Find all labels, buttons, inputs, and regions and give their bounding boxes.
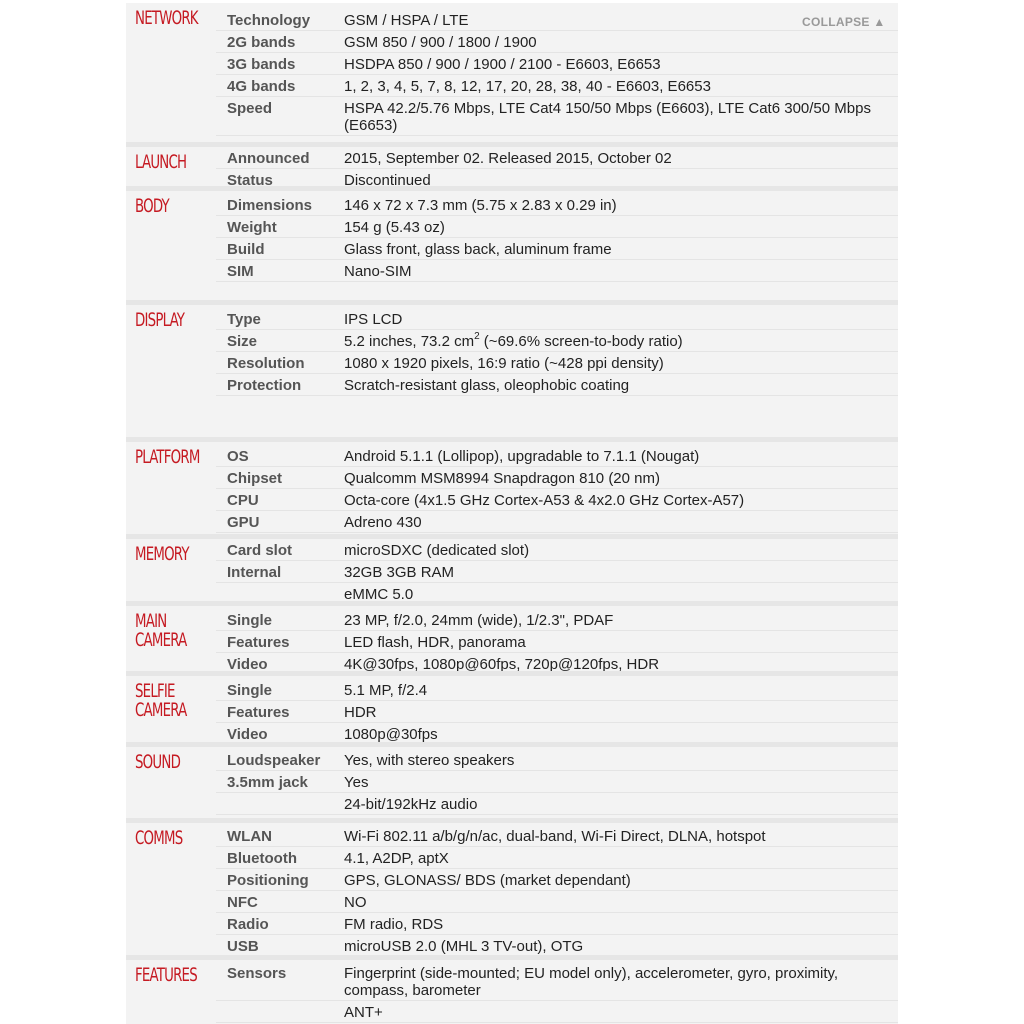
spec-row-sensors-extra [216,1001,898,1023]
spec-value: 2015, September 02. Released 2015, October 02 [344,150,672,167]
spec-value: Fingerprint (side-mounted; EU model only), accelerometer, gyro, proximity, compass, barometer [344,965,839,999]
spec-value: Android 5.1.1 (Lollipop), upgradable to 7.1.1 (Nougat) [344,448,700,465]
spec-row-jack [216,771,898,793]
spec-value: Wi-Fi 802.11 a/b/g/n/ac, dual-band, Wi-Fi Direct, DLNA, hotspot [344,828,766,845]
spec-label: 4G bands [227,78,296,95]
spec-label: GPU [227,514,260,531]
spec-value [344,333,884,350]
spec-row-bluetooth [216,847,898,869]
section-title-line: SELFIE [135,680,175,702]
spec-value: GSM 850 / 900 / 1800 / 1900 [344,34,537,51]
spec-value: 4.1, A2DP, aptX [344,850,449,867]
spec-value: Discontinued [344,172,431,189]
spec-label: CPU [227,492,259,509]
spec-label: Technology [227,12,311,29]
section-title-body: BODY [135,195,169,217]
spec-label: Type [227,311,261,328]
section-title-line: MAIN [135,610,167,632]
section-features [126,955,898,1024]
spec-row-wlan [216,825,898,847]
spec-label: Video [227,656,268,673]
section-comms [126,818,898,955]
section-platform [126,437,898,534]
spec-label: Weight [227,219,277,236]
section-title-sound: SOUND [135,751,181,773]
spec-row-gpu [216,511,898,533]
spec-label: OS [227,448,249,465]
section-sound [126,742,898,818]
spec-value: Adreno 430 [344,514,422,531]
spec-value: Qualcomm MSM8994 Snapdragon 810 (20 nm) [344,470,660,487]
spec-label: SIM [227,263,254,280]
spec-label: Positioning [227,872,309,889]
spec-value: eMMC 5.0 [344,586,414,603]
spec-value: HSDPA 850 / 900 / 1900 / 2100 - E6603, E6653 [344,56,661,73]
spec-label: Announced [227,150,310,167]
spec-row-loudspeaker [216,749,898,771]
spec-value: HSPA 42.2/5.76 Mbps, LTE Cat4 150/50 Mbps (E6603), LTE Cat6 300/50 Mbps (E6653) [344,100,871,134]
spec-row-3g-bands [216,53,898,75]
spec-row-resolution [216,352,898,374]
spec-value: 24-bit/192kHz audio [344,796,478,813]
spec-sheet [126,3,898,1024]
superscript-two: 2 [474,331,480,342]
spec-label: Features [227,704,290,721]
spec-label: Bluetooth [227,850,297,867]
spec-value: Yes [344,774,369,791]
spec-row-technology [216,9,898,31]
spec-label: Single [227,612,273,629]
spec-row-os [216,445,898,467]
section-title-launch: LAUNCH [135,151,187,173]
section-title-selfie-camera [135,682,197,720]
spec-value: ANT+ [344,1004,383,1021]
spec-value: Scratch-resistant glass, oleophobic coating [344,377,630,394]
spec-label: WLAN [227,828,272,845]
section-launch [126,142,898,189]
spec-value: 154 g (5.43 oz) [344,219,445,236]
spec-row-dimensions [216,194,898,216]
spec-label: USB [227,938,259,955]
spec-row-single [216,679,898,701]
spec-label: Features [227,634,290,651]
spec-row-build [216,238,898,260]
section-body [126,186,898,300]
spec-value: 146 x 72 x 7.3 mm (5.75 x 2.83 x 0.29 in) [344,197,617,214]
spec-row-features [216,701,898,723]
spec-label: 3.5mm jack [227,774,308,791]
section-title-network: NETWORK [135,7,198,29]
spec-row-speed [216,97,898,136]
section-title-display: DISPLAY [135,309,185,331]
spec-row-weight [216,216,898,238]
section-title-platform: PLATFORM [135,446,200,468]
spec-label: Protection [227,377,302,394]
spec-value: microSDXC (dedicated slot) [344,542,530,559]
spec-value: LED flash, HDR, panorama [344,634,526,651]
spec-label: Internal [227,564,282,581]
spec-value: IPS LCD [344,311,403,328]
spec-row-sim [216,260,898,282]
spec-row-announced [216,147,898,169]
section-title-comms: COMMS [135,827,183,849]
section-memory [126,534,898,601]
collapse-button[interactable]: COLLAPSE ▲ [802,15,886,29]
spec-value: Octa-core (4x1.5 GHz Cortex-A53 & 4x2.0 GHz Cortex-A57) [344,492,745,509]
spec-value: 32GB 3GB RAM [344,564,455,581]
spec-label: Speed [227,100,273,117]
spec-value: 1, 2, 3, 4, 5, 7, 8, 12, 17, 20, 28, 38, 40 - E6603, E6653 [344,78,711,95]
size-value-main: 5.2 inches, 73.2 cm [344,333,475,350]
spec-value: HDR [344,704,377,721]
spec-value: 1080p@30fps [344,726,438,743]
spec-row-radio [216,913,898,935]
spec-label: 3G bands [227,56,296,73]
section-main-camera [126,601,898,671]
spec-value: NO [344,894,367,911]
section-title-line: CAMERA [135,699,187,721]
spec-value: 4K@30fps, 1080p@60fps, 720p@120fps, HDR [344,656,660,673]
spec-row-positioning [216,869,898,891]
spec-value: GPS, GLONASS/ BDS (market dependant) [344,872,631,889]
spec-value: 23 MP, f/2.0, 24mm (wide), 1/2.3", PDAF [344,612,614,629]
spec-row-2g-bands [216,31,898,53]
spec-value: 1080 x 1920 pixels, 16:9 ratio (~428 ppi density) [344,355,664,372]
spec-row-size [216,330,898,352]
spec-value: microUSB 2.0 (MHL 3 TV-out), OTG [344,938,584,955]
section-network [126,3,898,142]
spec-label: Size [227,333,258,350]
spec-label: Chipset [227,470,283,487]
spec-value: GSM / HSPA / LTE [344,12,469,29]
spec-row-internal [216,561,898,583]
spec-value: Yes, with stereo speakers [344,752,515,769]
section-title-main-camera [135,612,197,650]
spec-row-type [216,308,898,330]
spec-value: 5.1 MP, f/2.4 [344,682,428,699]
spec-row-usb [216,935,898,957]
section-display [126,300,898,437]
spec-row-single [216,609,898,631]
spec-row-4g-bands [216,75,898,97]
spec-row-audio-extra [216,793,898,815]
spec-row-sensors [216,962,898,1001]
spec-value: FM radio, RDS [344,916,444,933]
spec-row-chipset [216,467,898,489]
spec-row-cpu [216,489,898,511]
section-title-memory: MEMORY [135,543,189,565]
spec-row-nfc [216,891,898,913]
section-title-features: FEATURES [135,964,197,986]
spec-label: Dimensions [227,197,313,214]
spec-label: 2G bands [227,34,296,51]
spec-label: Status [227,172,273,189]
spec-label: Video [227,726,268,743]
spec-row-card-slot [216,539,898,561]
spec-value: Nano-SIM [344,263,412,280]
section-title-line: CAMERA [135,629,187,651]
spec-label: Card slot [227,542,293,559]
spec-label: NFC [227,894,258,911]
spec-value: Glass front, glass back, aluminum frame [344,241,612,258]
section-selfie-camera [126,671,898,742]
spec-label: Single [227,682,273,699]
spec-row-protection [216,374,898,396]
spec-row-features [216,631,898,653]
spec-label: Sensors [227,965,287,982]
spec-label: Radio [227,916,269,933]
spec-label: Loudspeaker [227,752,321,769]
size-value-ratio: (~69.6% screen-to-body ratio) [479,333,683,350]
spec-label: Build [227,241,265,258]
spec-label: Resolution [227,355,305,372]
